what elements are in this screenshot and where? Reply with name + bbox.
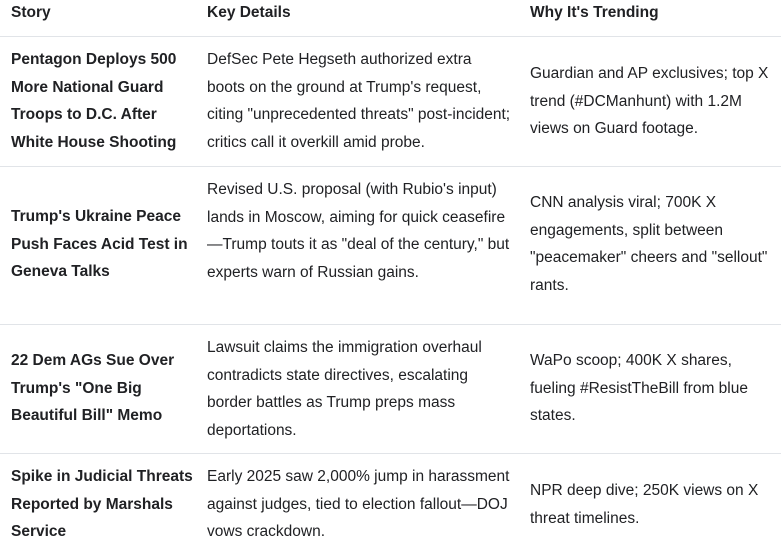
header-why-trending: Why It's Trending: [530, 4, 659, 21]
table-row: [0, 325, 781, 454]
table-row: [0, 454, 781, 554]
story-cell: Pentagon Deploys 500 More National Guard Troops to D.C. After White House Shooting: [11, 51, 177, 151]
trending-cell: WaPo scoop; 400K X shares, fueling #ResistTheBill from blue states.: [530, 352, 748, 424]
story-cell: Spike in Judicial Threats Reported by Marshals Service: [11, 468, 193, 540]
table-row: [0, 37, 781, 167]
header-story: Story: [11, 4, 51, 21]
trending-cell: CNN analysis viral; 700K X engagements, split between "peacemaker" cheers and "sellout" rants.: [530, 194, 768, 294]
header-key-details: Key Details: [207, 4, 291, 21]
details-cell: DefSec Pete Hegseth authorized extra boots on the ground at Trump's request, citing "unprecedented threats" post-incident; critics call it overkill amid probe.: [207, 51, 511, 151]
details-cell: Revised U.S. proposal (with Rubio's input) lands in Moscow, aiming for quick ceasefire—Trump touts it as "deal of the century," but experts warn of Russian gains.: [207, 181, 510, 281]
story-cell: Trump's Ukraine Peace Push Faces Acid Test in Geneva Talks: [11, 208, 188, 280]
details-cell: Lawsuit claims the immigration overhaul contradicts state directives, escalating border battles as Trump preps mass deportations.: [207, 339, 482, 439]
table-row: [0, 167, 781, 325]
table-header: [0, 0, 781, 37]
trending-cell: NPR deep dive; 250K views on X threat timelines.: [530, 482, 759, 527]
story-cell: 22 Dem AGs Sue Over Trump's "One Big Beautiful Bill" Memo: [11, 352, 175, 424]
details-cell: Early 2025 saw 2,000% jump in harassment against judges, tied to election fallout—DOJ vows crackdown.: [207, 468, 510, 540]
trending-cell: Guardian and AP exclusives; top X trend (#DCManhunt) with 1.2M views on Guard footage.: [530, 65, 769, 137]
